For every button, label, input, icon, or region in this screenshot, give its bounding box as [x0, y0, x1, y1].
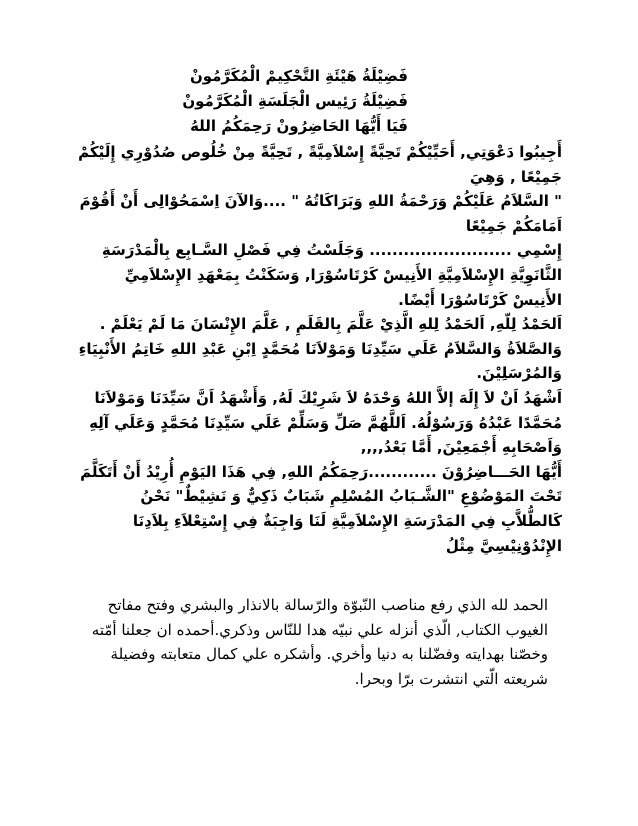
address-block: [150, 64, 408, 139]
address-line-audience: فَيَا أَيُّهَا الحَاضِرُونْ رَحِمَكُمُ اللهُ: [190, 117, 408, 135]
closing-line-1: الحمد لله الذي رفع مناصب النّبوّة والرّسالة بالانذار والبشري وفتح مفاتح: [107, 596, 548, 614]
paragraph-hamdalah: اَلحَمْدُ لِلّهِ, اَلحَمْدُ لِلهِ الَّذِيْ عَلَّمَ بِالقَلَمِ , عَلَّمَ الإِنْسَانَ مَا لَمْ يَعْلَمْ . وَالصَّلاَةُ وَالسَّلاَمُ عَلَي سَيِّدِنَا وَمَوْلاَنَا مُحَمَّدٍ اِبْنِ عَبْدِ اللهِ خَاتِمُ الأَنْبِيَاءِ وَالمُرْسَلِيْنَ.: [78, 315, 562, 383]
paragraph-salam: " السَّلاَمُ عَلَيْكُمْ وَرَحْمَةُ اللهِ وَبَرَاكَاتُهُ " ....وَالآنَ اِسْمَحُوْالِى أَنْ أَقُوْمَ اَمَامَكُمْ جَمِيْعًا: [79, 192, 562, 235]
paragraph-shahadah: اَشْهَدُ اَنْ لاَ إِلَهَ إلاَّ اللهُ وَحْدَهُ لاَ شَرِيْكَ لَهُ, وَأَشْهَدُ اَنَّ سَيِّدَنَا وَمَوْلاَنَا مُحَمَّدًا عَبْدُهُ وَرَسُوْلُهُ. اَللَّهُمَّ صَلِّ وَسَلِّمْ عَلَي سَيِّدِنَا مُحَمَّدٍ وَعَلَي آلِهِ وَاَصْحَابِهِ أَجْمَعِيْنَ, أَمَّا بَعْدُ,,,,: [89, 388, 562, 457]
paragraph-introduction: إِسْمِي ......................... وَجَلَسْتُ فِي فَصْلِ السَّـابِع بِالْمَدْرَسَةِ الثَّانَوِيَّةِ الإِسْلاَمِيَّةِ الأَنِيسْ كَرْتَاسُوْرَا, وَسَكَنْتُ بِمَعْهَدِ الإِسْلاَمِيِّ الأَنِيسْ كَرْتَاسُوْرَا أَيْضًا.: [101, 241, 562, 309]
paragraph-topic: أَيُّهَا الحَـــاضِرُوْنَ ............رَحِمَكُمُ اللهِ, فِي هَذَا اليَوْمِ أُرِيْدُ أَنْ أَتَكَلَّمَ تَحْتَ المَوْضُوْعِ "الشَّـبَابُ المُسْلِمِ شَبَابٌ ذَكِيٌّ وَ نَشِيْطٌ" نَحْنُ كَالطُّلاَّبِ فِي المَدْرَسَةِ الإِسْلاَمِيَّةِ لَنَا وَاجِبَةٌ فِي إِسْتِعْلاَءِ بِلاَدِنَا الإِنْدُوْنِيْسِيَّ مِثْلُ: [80, 462, 562, 555]
paragraph-greeting: أَجِيبُوا دَعْوَتِي, أَحَيِّيْكُمْ تَحِيَّةً إِسْلاَمِيَّةً , تَحِيَّةً مِنْ خُلُوص صُدُوْرِي إِلَيْكُمْ جَمِيْعًا , وَهِيَ: [78, 143, 562, 186]
closing-line-4: شريعته الّتي انتشرت برّا وبحرا.: [354, 669, 548, 688]
closing-line-2: الغيوب الكتاب, الّذي أنزله علي نبيّه هدا للنّاس وذكري.أحمده ان جعلنا أمّته: [91, 620, 548, 639]
speech-body: [76, 140, 562, 558]
closing-block: [60, 593, 548, 691]
address-line-jury: فَضِيْلَةُ هَيْئَةِ التَّحْكِيمْ الْمُكَرَّمُونْ: [189, 67, 408, 85]
address-line-chair: فَضِيْلَةُ رَئِيس الْجَلَسَةِ الْمُكَرَّمُونْ: [182, 92, 408, 110]
closing-line-3: وخصّنا بهدايته وفضّلنا به دنيا وأخري. وأشكره علي كمال متعابته وفضيلة: [110, 645, 548, 664]
